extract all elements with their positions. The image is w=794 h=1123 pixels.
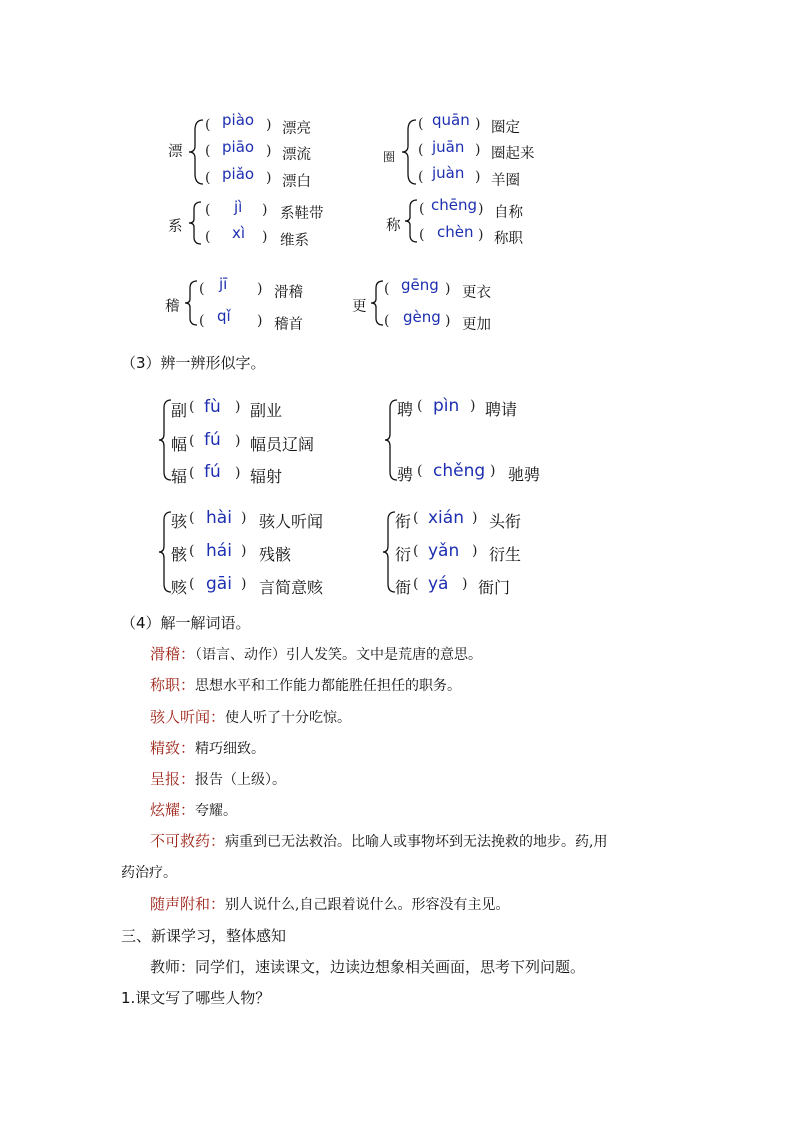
example-word: 更加 — [462, 317, 491, 333]
pinyin: gèng — [403, 308, 441, 326]
definition-text-continued: 药治疗。 — [121, 865, 177, 881]
pinyin: fú — [204, 462, 221, 482]
brace-icon — [183, 279, 199, 327]
polyphone-char: 系 — [168, 219, 183, 235]
example-word: 头衔 — [489, 512, 522, 531]
definition-term: 滑稽： — [150, 645, 196, 663]
definition-text: 别人说什么,自己跟着说什么。形容没有主见。 — [225, 897, 510, 913]
similar-char: 辐 — [171, 467, 188, 486]
definition-text: 病重到已无法救治。比喻人或事物坏到无法挽救的地步。药,用 — [225, 834, 608, 850]
example-word: 漂白 — [282, 174, 311, 190]
definition-term: 不可救药： — [150, 832, 226, 850]
pinyin: yá — [428, 574, 449, 594]
section-3-title: （3）辨一辨形似字。 — [121, 354, 266, 372]
example-word: 更衣 — [462, 285, 491, 301]
example-word: 衙门 — [478, 578, 511, 597]
pinyin: gēng — [401, 276, 439, 294]
polyphone-char: 更 — [352, 299, 367, 315]
example-word: 维系 — [280, 233, 309, 249]
pinyin: xì — [232, 224, 246, 242]
definition-term: 炫耀： — [150, 801, 196, 819]
pinyin: fù — [204, 397, 221, 417]
example-word: 自称 — [494, 205, 523, 221]
pinyin: hái — [206, 541, 232, 561]
pinyin: chěng — [433, 461, 486, 481]
definition-text: （语言、动作）引人发笑。文中是荒唐的意思。 — [195, 647, 483, 663]
example-word: 聘请 — [485, 400, 518, 419]
similar-char: 幅 — [171, 435, 188, 454]
definition-term: 骇人听闻： — [150, 708, 226, 726]
definition-item — [150, 737, 265, 758]
pinyin: jī — [219, 275, 228, 293]
pinyin: piāo — [222, 138, 255, 156]
definition-text: 精巧细致。 — [195, 741, 266, 757]
definition-term: 称职： — [150, 676, 196, 694]
definition-item — [150, 799, 237, 820]
definition-term: 精致： — [150, 739, 196, 757]
polyphone-char: 稽 — [165, 299, 180, 315]
example-word: 羊圈 — [491, 173, 520, 189]
pinyin: qǐ — [217, 307, 231, 325]
pinyin: quān — [432, 111, 470, 129]
section-4-title: （4）解一解词语。 — [121, 614, 251, 632]
example-word: 幅员辽阔 — [250, 435, 315, 454]
example-word: 残骸 — [259, 545, 292, 564]
example-word: 副业 — [250, 401, 283, 420]
definition-term: 呈报： — [150, 770, 196, 788]
definition-text: 使人听了十分吃惊。 — [225, 710, 352, 726]
similar-char: 骋 — [397, 465, 414, 484]
brace-icon — [403, 198, 419, 244]
example-word: 系鞋带 — [280, 206, 324, 222]
pinyin: piǎo — [222, 165, 255, 183]
brace-icon — [187, 200, 203, 246]
example-word: 辐射 — [250, 467, 283, 486]
pinyin: juàn — [432, 164, 465, 182]
example-word: 衍生 — [489, 545, 522, 564]
example-word: 圈起来 — [491, 146, 535, 162]
pinyin: jì — [234, 198, 243, 216]
definition-item — [150, 674, 461, 695]
example-word: 骇人听闻 — [259, 512, 324, 531]
similar-char: 赅 — [171, 578, 188, 597]
definition-term: 随声附和： — [150, 895, 226, 913]
similar-char: 聘 — [397, 400, 414, 419]
similar-char: 副 — [171, 401, 188, 420]
definition-item — [150, 893, 509, 914]
example-word: 滑稽 — [274, 285, 303, 301]
teacher-instruction: 教师：同学们，速读课文，边读边想象相关画面，思考下列问题。 — [150, 958, 586, 976]
example-word: 言简意赅 — [259, 578, 324, 597]
polyphone-char: 漂 — [168, 144, 183, 160]
section-heading: 三、新课学习，整体感知 — [121, 927, 287, 945]
pinyin: pìn — [433, 396, 460, 416]
definition-item — [150, 768, 286, 789]
definition-text: 报告（上级）。 — [195, 772, 287, 788]
definition-text: 夸耀。 — [195, 803, 238, 819]
pinyin: gāi — [206, 574, 232, 594]
pinyin: juān — [432, 138, 465, 156]
definition-item — [150, 830, 607, 851]
brace-icon — [187, 118, 205, 186]
pinyin: hài — [206, 508, 232, 528]
similar-char: 骇 — [171, 512, 188, 531]
similar-char: 骸 — [171, 545, 188, 564]
brace-icon — [400, 118, 418, 186]
definition-item — [150, 643, 482, 664]
example-word: 圈定 — [491, 120, 520, 136]
similar-char: 衔 — [395, 512, 412, 531]
similar-char: 衍 — [395, 545, 412, 564]
question-1: 1.课文写了哪些人物？ — [121, 989, 271, 1007]
pinyin: yǎn — [428, 541, 460, 561]
definition-item — [150, 706, 351, 727]
pinyin: xián — [428, 508, 464, 528]
example-word: 稽首 — [274, 317, 303, 333]
similar-char: 衙 — [395, 578, 412, 597]
example-word: 称职 — [494, 231, 523, 247]
definition-text: 思想水平和工作能力都能胜任担任的职务。 — [195, 678, 462, 694]
pinyin: fú — [204, 430, 221, 450]
brace-icon — [369, 279, 385, 327]
example-word: 驰骋 — [508, 465, 541, 484]
polyphone-char: 称 — [386, 218, 401, 234]
polyphone-char: 圈 — [383, 150, 396, 164]
pinyin: piào — [222, 111, 255, 129]
example-word: 漂亮 — [282, 121, 311, 137]
example-word: 漂流 — [282, 147, 311, 163]
pinyin: chēng — [431, 196, 478, 214]
pinyin: chèn — [437, 223, 474, 241]
